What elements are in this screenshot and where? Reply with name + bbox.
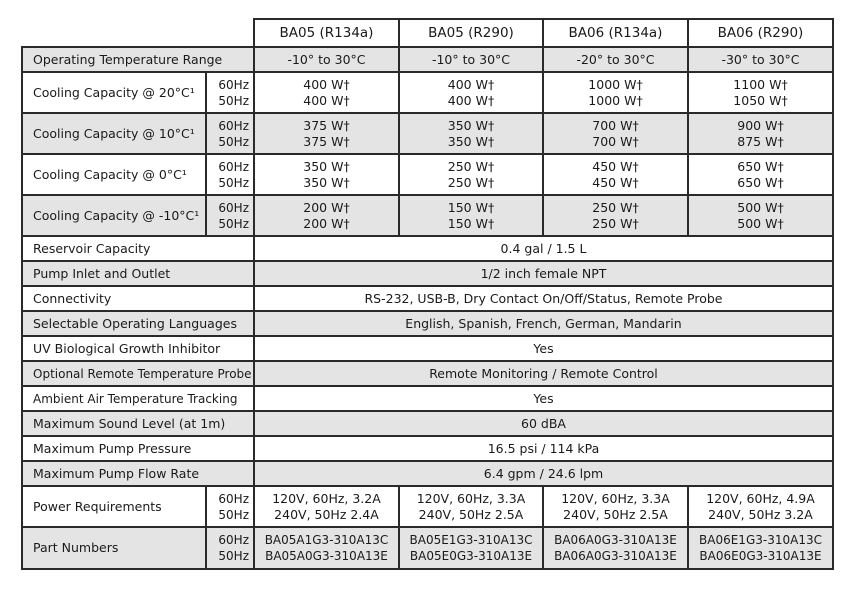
cell-value: -10° to 30°C — [399, 47, 543, 72]
cooling-20-row — [22, 72, 833, 113]
row-label: Power Requirements — [22, 486, 206, 527]
row-label: Cooling Capacity @ -10°C¹ — [22, 195, 206, 236]
spec-row — [22, 311, 833, 336]
cell-value: BA05E1G3-310A13C BA05E0G3-310A13E — [399, 527, 543, 569]
cell-value: 1100 W† 1050 W† — [688, 72, 833, 113]
hz-50: 50Hz — [218, 175, 249, 190]
row-label: Cooling Capacity @ 20°C¹ — [22, 72, 206, 113]
spec-table — [21, 18, 834, 570]
cell-value: 120V, 60Hz, 3.2A 240V, 50Hz 2.4A — [254, 486, 399, 527]
spec-row — [22, 286, 833, 311]
hz-50: 50Hz — [218, 507, 249, 522]
spec-row — [22, 461, 833, 486]
hz-60: 60Hz — [218, 533, 249, 547]
cell-value: 450 W† 450 W† — [543, 154, 688, 195]
cell-value: 375 W† 375 W† — [254, 113, 399, 154]
cell-value: 150 W† 150 W† — [399, 195, 543, 236]
cell-value: RS-232, USB-B, Dry Contact On/Off/Status, Remote Probe — [254, 286, 833, 311]
cooling-10-row — [22, 113, 833, 154]
cell-value: 400 W† 400 W† — [399, 72, 543, 113]
column-header: BA06 (R290) — [688, 19, 833, 47]
cell-value: 120V, 60Hz, 4.9A 240V, 50Hz 3.2A — [688, 486, 833, 527]
cell-value: 350 W† 350 W† — [254, 154, 399, 195]
cell-value: English, Spanish, French, German, Mandarin — [254, 311, 833, 336]
spec-row — [22, 436, 833, 461]
cooling-minus10-row — [22, 195, 833, 236]
cell-value: Yes — [254, 386, 833, 411]
hz-cell — [206, 154, 254, 195]
cell-value: 250 W† 250 W† — [543, 195, 688, 236]
row-label: Selectable Operating Languages — [22, 311, 254, 336]
cell-value: 650 W† 650 W† — [688, 154, 833, 195]
hz-60: 60Hz — [218, 200, 249, 215]
column-header: BA06 (R134a) — [543, 19, 688, 47]
cell-value: BA06A0G3-310A13E BA06A0G3-310A13E — [543, 527, 688, 569]
row-label: Maximum Pump Flow Rate — [22, 461, 254, 486]
row-label: Part Numbers — [22, 527, 206, 569]
row-label: Maximum Pump Pressure — [22, 436, 254, 461]
cell-value: 400 W† 400 W† — [254, 72, 399, 113]
cell-value: 350 W† 350 W† — [399, 113, 543, 154]
row-label: Connectivity — [22, 286, 254, 311]
row-label: Maximum Sound Level (at 1m) — [22, 411, 254, 436]
cell-value: 0.4 gal / 1.5 L — [254, 236, 833, 261]
hz-cell — [206, 486, 254, 527]
hz-60: 60Hz — [218, 77, 249, 92]
hz-60: 60Hz — [218, 491, 249, 506]
cooling-0-row — [22, 154, 833, 195]
hz-50: 50Hz — [218, 93, 249, 108]
column-header: BA05 (R134a) — [254, 19, 399, 47]
cell-value: 120V, 60Hz, 3.3A 240V, 50Hz 2.5A — [399, 486, 543, 527]
row-label: Pump Inlet and Outlet — [22, 261, 254, 286]
hz-60: 60Hz — [218, 159, 249, 174]
cell-value: 1/2 inch female NPT — [254, 261, 833, 286]
hz-50: 50Hz — [218, 549, 249, 563]
hz-50: 50Hz — [218, 216, 249, 231]
cell-value: Yes — [254, 336, 833, 361]
cell-value: 120V, 60Hz, 3.3A 240V, 50Hz 2.5A — [543, 486, 688, 527]
cell-value: -10° to 30°C — [254, 47, 399, 72]
cell-value: BA05A1G3-310A13C BA05A0G3-310A13E — [254, 527, 399, 569]
spec-row — [22, 386, 833, 411]
spec-row — [22, 261, 833, 286]
hz-50: 50Hz — [218, 134, 249, 149]
cell-value: -30° to 30°C — [688, 47, 833, 72]
cell-value: 200 W† 200 W† — [254, 195, 399, 236]
column-header: BA05 (R290) — [399, 19, 543, 47]
cell-value: 500 W† 500 W† — [688, 195, 833, 236]
row-label: Optional Remote Temperature Probe — [22, 361, 254, 386]
cell-value: 1000 W† 1000 W† — [543, 72, 688, 113]
header-row — [22, 19, 833, 47]
row-label: Ambient Air Temperature Tracking — [22, 386, 254, 411]
row-label: Cooling Capacity @ 0°C¹ — [22, 154, 206, 195]
cell-value: 250 W† 250 W† — [399, 154, 543, 195]
hz-cell — [206, 527, 254, 569]
cell-value: 700 W† 700 W† — [543, 113, 688, 154]
row-label: Cooling Capacity @ 10°C¹ — [22, 113, 206, 154]
cell-value: 16.5 psi / 114 kPa — [254, 436, 833, 461]
hz-cell — [206, 113, 254, 154]
row-label: UV Biological Growth Inhibitor — [22, 336, 254, 361]
hz-cell — [206, 72, 254, 113]
part-numbers-row — [22, 527, 833, 569]
cell-value: 900 W† 875 W† — [688, 113, 833, 154]
power-row — [22, 486, 833, 527]
row-label: Operating Temperature Range — [22, 47, 254, 72]
cell-value: Remote Monitoring / Remote Control — [254, 361, 833, 386]
spec-row — [22, 236, 833, 261]
spec-row — [22, 411, 833, 436]
cell-value: 60 dBA — [254, 411, 833, 436]
cell-value: -20° to 30°C — [543, 47, 688, 72]
header-blank-cell — [22, 19, 254, 47]
hz-cell — [206, 195, 254, 236]
spec-row — [22, 361, 833, 386]
spec-row — [22, 336, 833, 361]
cell-value: 6.4 gpm / 24.6 lpm — [254, 461, 833, 486]
operating-range-row — [22, 47, 833, 72]
hz-60: 60Hz — [218, 118, 249, 133]
row-label: Reservoir Capacity — [22, 236, 254, 261]
cell-value: BA06E1G3-310A13C BA06E0G3-310A13E — [688, 527, 833, 569]
